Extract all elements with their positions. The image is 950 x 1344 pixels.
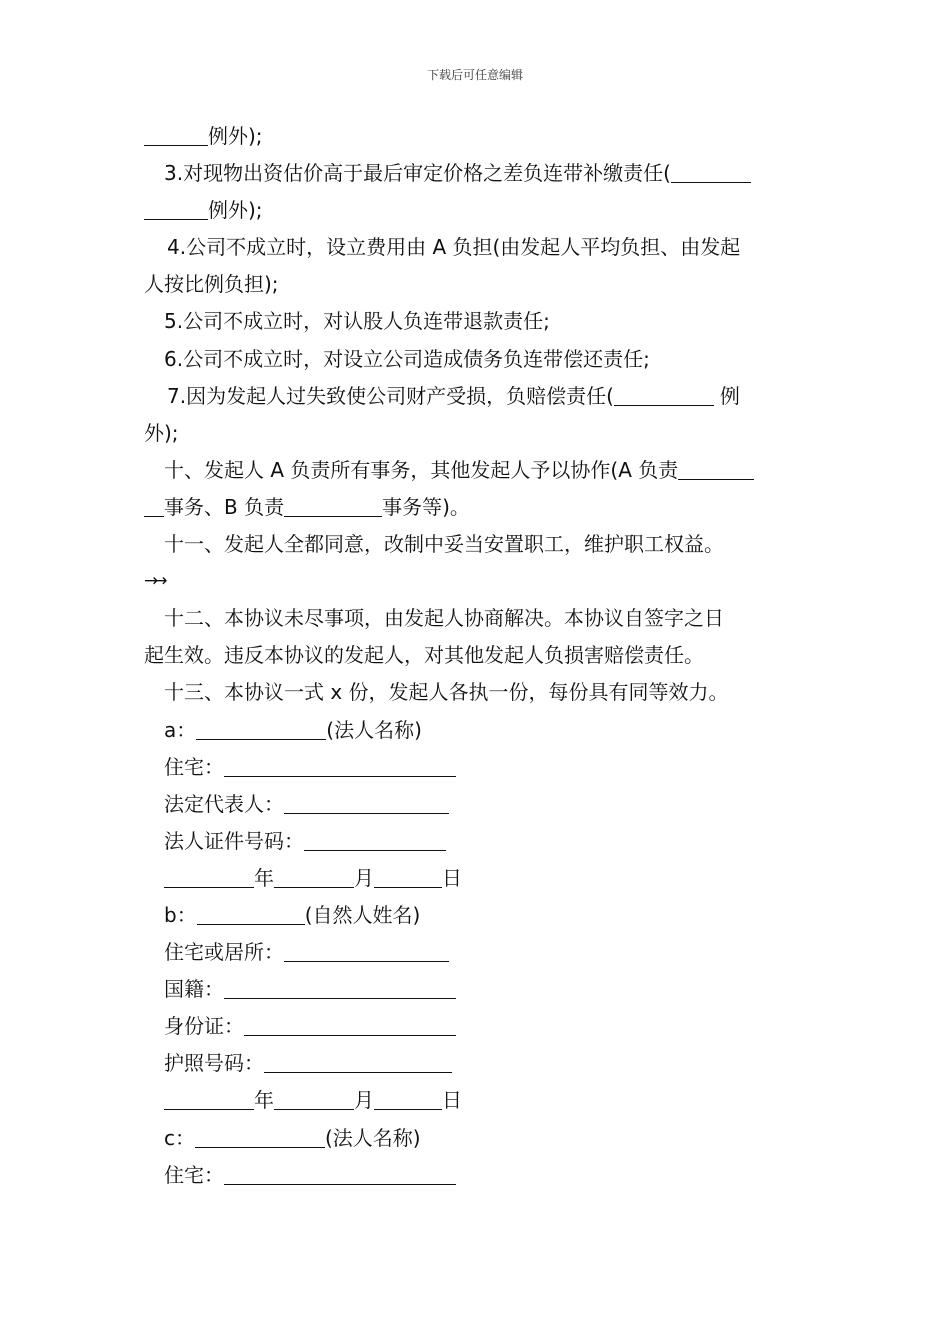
clause-3: 3.对现物出资估价高于最后审定价格之差负连带补缴责任( (144, 155, 808, 192)
party-b-passport-field[interactable] (264, 1048, 452, 1073)
party-a-id-field[interactable] (304, 826, 446, 851)
party-c-name-row: c： (法人名称) (144, 1120, 808, 1157)
month-field[interactable] (274, 863, 354, 888)
article-10: 十、发起人 A 负责所有事务，其他发起人予以协作(A 负责 (144, 452, 808, 489)
party-c-name-field[interactable] (195, 1123, 325, 1148)
arrow-mark: →→ (144, 571, 163, 592)
party-b-nationality-row: 国籍： (144, 971, 808, 1008)
party-b-name-row: b： (自然人姓名) (144, 897, 808, 934)
clause-line: 人按比例负担); (144, 272, 279, 297)
clause-5: 5.公司不成立时，对认股人负连带退款责任; (164, 309, 550, 334)
document-body (144, 118, 808, 1194)
blank-line (144, 195, 208, 220)
day-field[interactable] (374, 1085, 442, 1110)
party-c-address-field[interactable] (224, 1160, 456, 1185)
year-field[interactable] (164, 1085, 254, 1110)
party-a-id-row: 法人证件号码： (144, 823, 808, 860)
blank-line (144, 492, 164, 517)
clause-line: 例外); (144, 118, 808, 155)
party-b-address-row: 住宅或居所： (144, 934, 808, 971)
party-a-address-field[interactable] (224, 752, 456, 777)
clause-7: 7.因为发起人过失致使公司财产受损，负赔偿责任( 例 (144, 378, 808, 415)
clause-4: 4.公司不成立时，设立费用由 A 负担(由发起人平均负担、由发起 (167, 235, 741, 260)
party-b-address-field[interactable] (284, 937, 449, 962)
blank-line (144, 121, 208, 146)
party-a-name-field[interactable] (196, 715, 326, 740)
day-field[interactable] (374, 863, 442, 888)
article-11: 十一、发起人全都同意，改制中妥当安置职工，维护职工权益。 (164, 532, 724, 557)
party-a-address-row: 住宅： (144, 749, 808, 786)
clause-6: 6.公司不成立时，对设立公司造成债务负连带偿还责任; (164, 346, 650, 371)
clause-line: 事务、B 负责 事务等)。 (144, 489, 808, 526)
page-header: 下载后可任意编辑 (426, 68, 523, 82)
blank-line (614, 381, 714, 406)
article-13: 十三、本协议一式 x 份，发起人各执一份，每份具有同等效力。 (164, 680, 729, 705)
clause-line: 外); (144, 420, 179, 445)
party-b-name-field[interactable] (197, 900, 305, 925)
year-field[interactable] (164, 863, 254, 888)
clause-line: 起生效。违反本协议的发起人，对其他发起人负损害赔偿责任。 (144, 643, 704, 668)
blank-line (671, 158, 751, 183)
party-a-name-row: a： (法人名称) (144, 712, 808, 749)
blank-line (678, 455, 754, 480)
party-c-address-row: 住宅： (144, 1157, 808, 1194)
party-b-date-row: 年 月 日 (144, 1082, 808, 1119)
blank-line (284, 492, 382, 517)
party-a-date-row: 年 月 日 (144, 860, 808, 897)
party-a-representative-row: 法定代表人： (144, 786, 808, 823)
clause-line: 例外); (144, 192, 808, 229)
party-b-idcard-row: 身份证： (144, 1008, 808, 1045)
party-b-idcard-field[interactable] (244, 1011, 456, 1036)
party-b-passport-row: 护照号码： (144, 1045, 808, 1082)
article-12: 十二、本协议未尽事项，由发起人协商解决。本协议自签字之日 (164, 606, 724, 631)
party-b-nationality-field[interactable] (224, 974, 456, 999)
month-field[interactable] (274, 1085, 354, 1110)
party-a-representative-field[interactable] (284, 789, 449, 814)
